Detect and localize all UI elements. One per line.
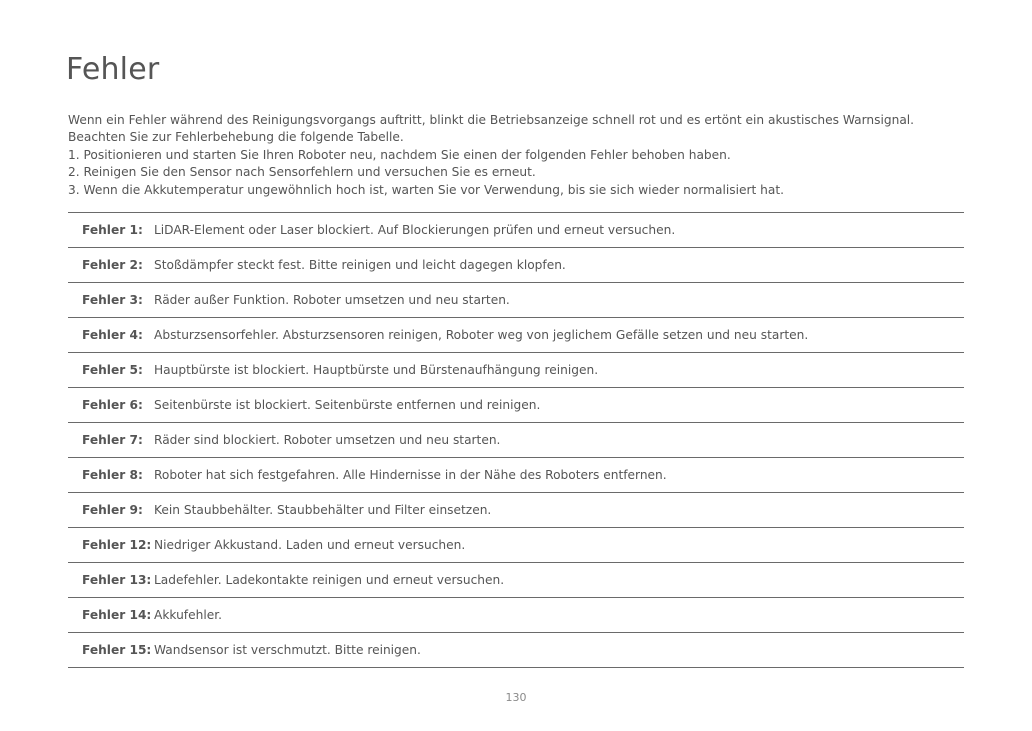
error-code: Fehler 14: bbox=[82, 608, 152, 622]
error-description: Seitenbürste ist blockiert. Seitenbürste entfernen und reinigen. bbox=[154, 398, 541, 412]
error-table bbox=[68, 212, 964, 668]
error-code: Fehler 15: bbox=[82, 643, 152, 657]
table-row bbox=[68, 423, 964, 458]
error-description: Niedriger Akkustand. Laden und erneut versuchen. bbox=[154, 538, 466, 552]
intro-line: 3. Wenn die Akkutemperatur ungewöhnlich hoch ist, warten Sie vor Verwendung, bis sie sich wieder normalisiert hat. bbox=[68, 182, 784, 197]
error-code: Fehler 4: bbox=[82, 328, 143, 342]
error-code: Fehler 2: bbox=[82, 258, 143, 272]
error-description: LiDAR-Element oder Laser blockiert. Auf Blockierungen prüfen und erneut versuchen. bbox=[154, 223, 676, 237]
error-description: Stoßdämpfer steckt fest. Bitte reinigen und leicht dagegen klopfen. bbox=[154, 258, 566, 272]
table-row bbox=[68, 318, 964, 353]
table-row bbox=[68, 458, 964, 493]
table-row bbox=[68, 633, 964, 668]
intro-line: Wenn ein Fehler während des Reinigungsvorgangs auftritt, blinkt die Betriebsanzeige schnell rot und es ertönt ein akustisches Warnsignal. bbox=[68, 113, 915, 127]
error-code: Fehler 3: bbox=[82, 293, 143, 307]
error-code: Fehler 9: bbox=[82, 503, 143, 517]
intro-line: Beachten Sie zur Fehlerbehebung die folgende Tabelle. bbox=[68, 130, 404, 145]
error-code: Fehler 13: bbox=[82, 573, 152, 587]
error-description: Absturzsensorfehler. Absturzsensoren reinigen, Roboter weg von jeglichem Gefälle setzen und neu starten. bbox=[154, 328, 809, 342]
document-page bbox=[68, 0, 964, 731]
error-description: Roboter hat sich festgefahren. Alle Hindernisse in der Nähe des Roboters entfernen. bbox=[154, 468, 667, 482]
table-row bbox=[68, 283, 964, 318]
error-description: Räder sind blockiert. Roboter umsetzen und neu starten. bbox=[154, 433, 501, 447]
error-description: Ladefehler. Ladekontakte reinigen und erneut versuchen. bbox=[154, 573, 505, 587]
error-description: Akkufehler. bbox=[154, 608, 222, 622]
intro-line: 1. Positionieren und starten Sie Ihren Roboter neu, nachdem Sie einen der folgenden Fehler behoben haben. bbox=[68, 147, 731, 162]
error-description: Räder außer Funktion. Roboter umsetzen und neu starten. bbox=[154, 293, 510, 307]
intro-text bbox=[68, 112, 964, 199]
page-number: 130 bbox=[505, 691, 527, 704]
error-description: Hauptbürste ist blockiert. Hauptbürste und Bürstenaufhängung reinigen. bbox=[154, 363, 599, 377]
table-row bbox=[68, 528, 964, 563]
error-description: Kein Staubbehälter. Staubbehälter und Filter einsetzen. bbox=[154, 503, 492, 517]
table-row bbox=[68, 353, 964, 388]
table-row bbox=[68, 248, 964, 283]
error-code: Fehler 1: bbox=[82, 223, 143, 237]
page-title: Fehler bbox=[66, 52, 160, 87]
table-row bbox=[68, 598, 964, 633]
table-row bbox=[68, 213, 964, 248]
error-code: Fehler 5: bbox=[82, 363, 143, 377]
table-row bbox=[68, 563, 964, 598]
error-code: Fehler 8: bbox=[82, 468, 143, 482]
error-code: Fehler 12: bbox=[82, 538, 152, 552]
error-code: Fehler 7: bbox=[82, 433, 143, 447]
table-row bbox=[68, 493, 964, 528]
intro-line: 2. Reinigen Sie den Sensor nach Sensorfehlern und versuchen Sie es erneut. bbox=[68, 165, 536, 180]
error-code: Fehler 6: bbox=[82, 398, 143, 412]
table-row bbox=[68, 388, 964, 423]
error-description: Wandsensor ist verschmutzt. Bitte reinigen. bbox=[154, 643, 421, 657]
